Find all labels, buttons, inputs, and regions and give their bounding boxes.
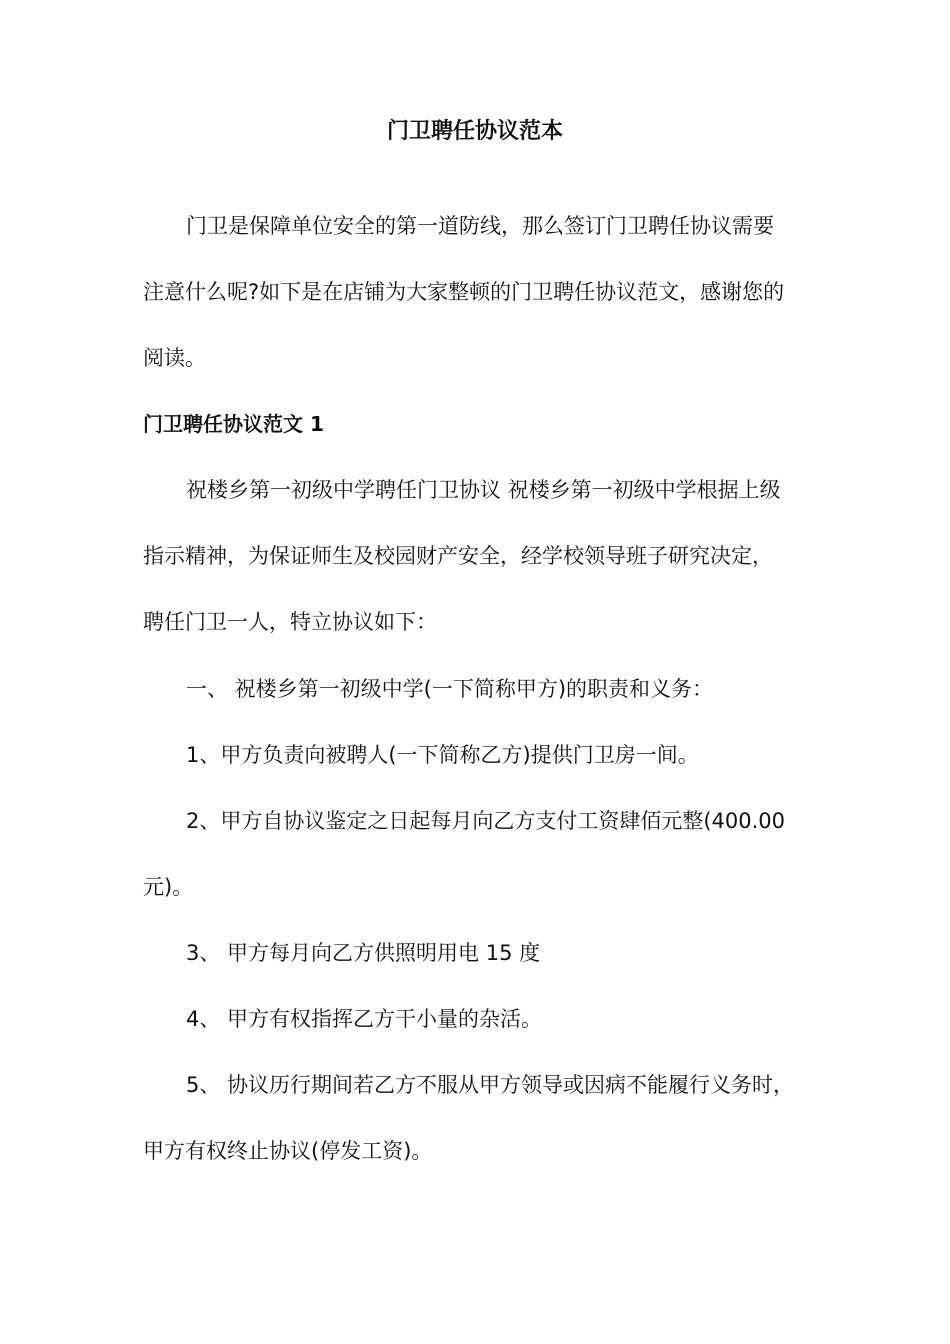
- item-2-line-1: 2、甲方自协议鉴定之日起每月向乙方支付工资肆佰元整(400.00: [186, 809, 786, 833]
- intro-line-3: 阅读。: [143, 346, 206, 370]
- clause-header: 一、 祝楼乡第一初级中学(一下简称甲方)的职责和义务：: [186, 677, 714, 701]
- item-5-line-2: 甲方有权终止协议(停发工资)。: [143, 1139, 433, 1163]
- document-title: 门卫聘任协议范本: [386, 119, 563, 144]
- paragraph-line-1: 祝楼乡第一初级中学聘任门卫协议 祝楼乡第一初级中学根据上级: [186, 478, 781, 502]
- intro-line-1: 门卫是保障单位安全的第一道防线，那么签订门卫聘任协议需要: [186, 214, 774, 238]
- item-5-line-1: 5、 协议历行期间若乙方不服从甲方领导或因病不能履行义务时，: [186, 1073, 795, 1097]
- item-1: 1、甲方负责向被聘人(一下简称乙方)提供门卫房一间。: [186, 743, 699, 767]
- item-2-line-2: 元)。: [143, 875, 194, 899]
- item-3: 3、 甲方每月向乙方供照明用电 15 度: [186, 941, 541, 965]
- intro-line-2: 注意什么呢?如下是在店铺为大家整顿的门卫聘任协议范文，感谢您的: [143, 280, 785, 304]
- paragraph-line-2: 指示精神，为保证师生及校园财产安全，经学校领导班子研究决定，: [143, 544, 773, 568]
- item-4: 4、 甲方有权指挥乙方干小量的杂活。: [186, 1007, 543, 1031]
- paragraph-line-3: 聘任门卫一人，特立协议如下：: [143, 610, 437, 634]
- section-heading: 门卫聘任协议范文 1: [143, 412, 324, 436]
